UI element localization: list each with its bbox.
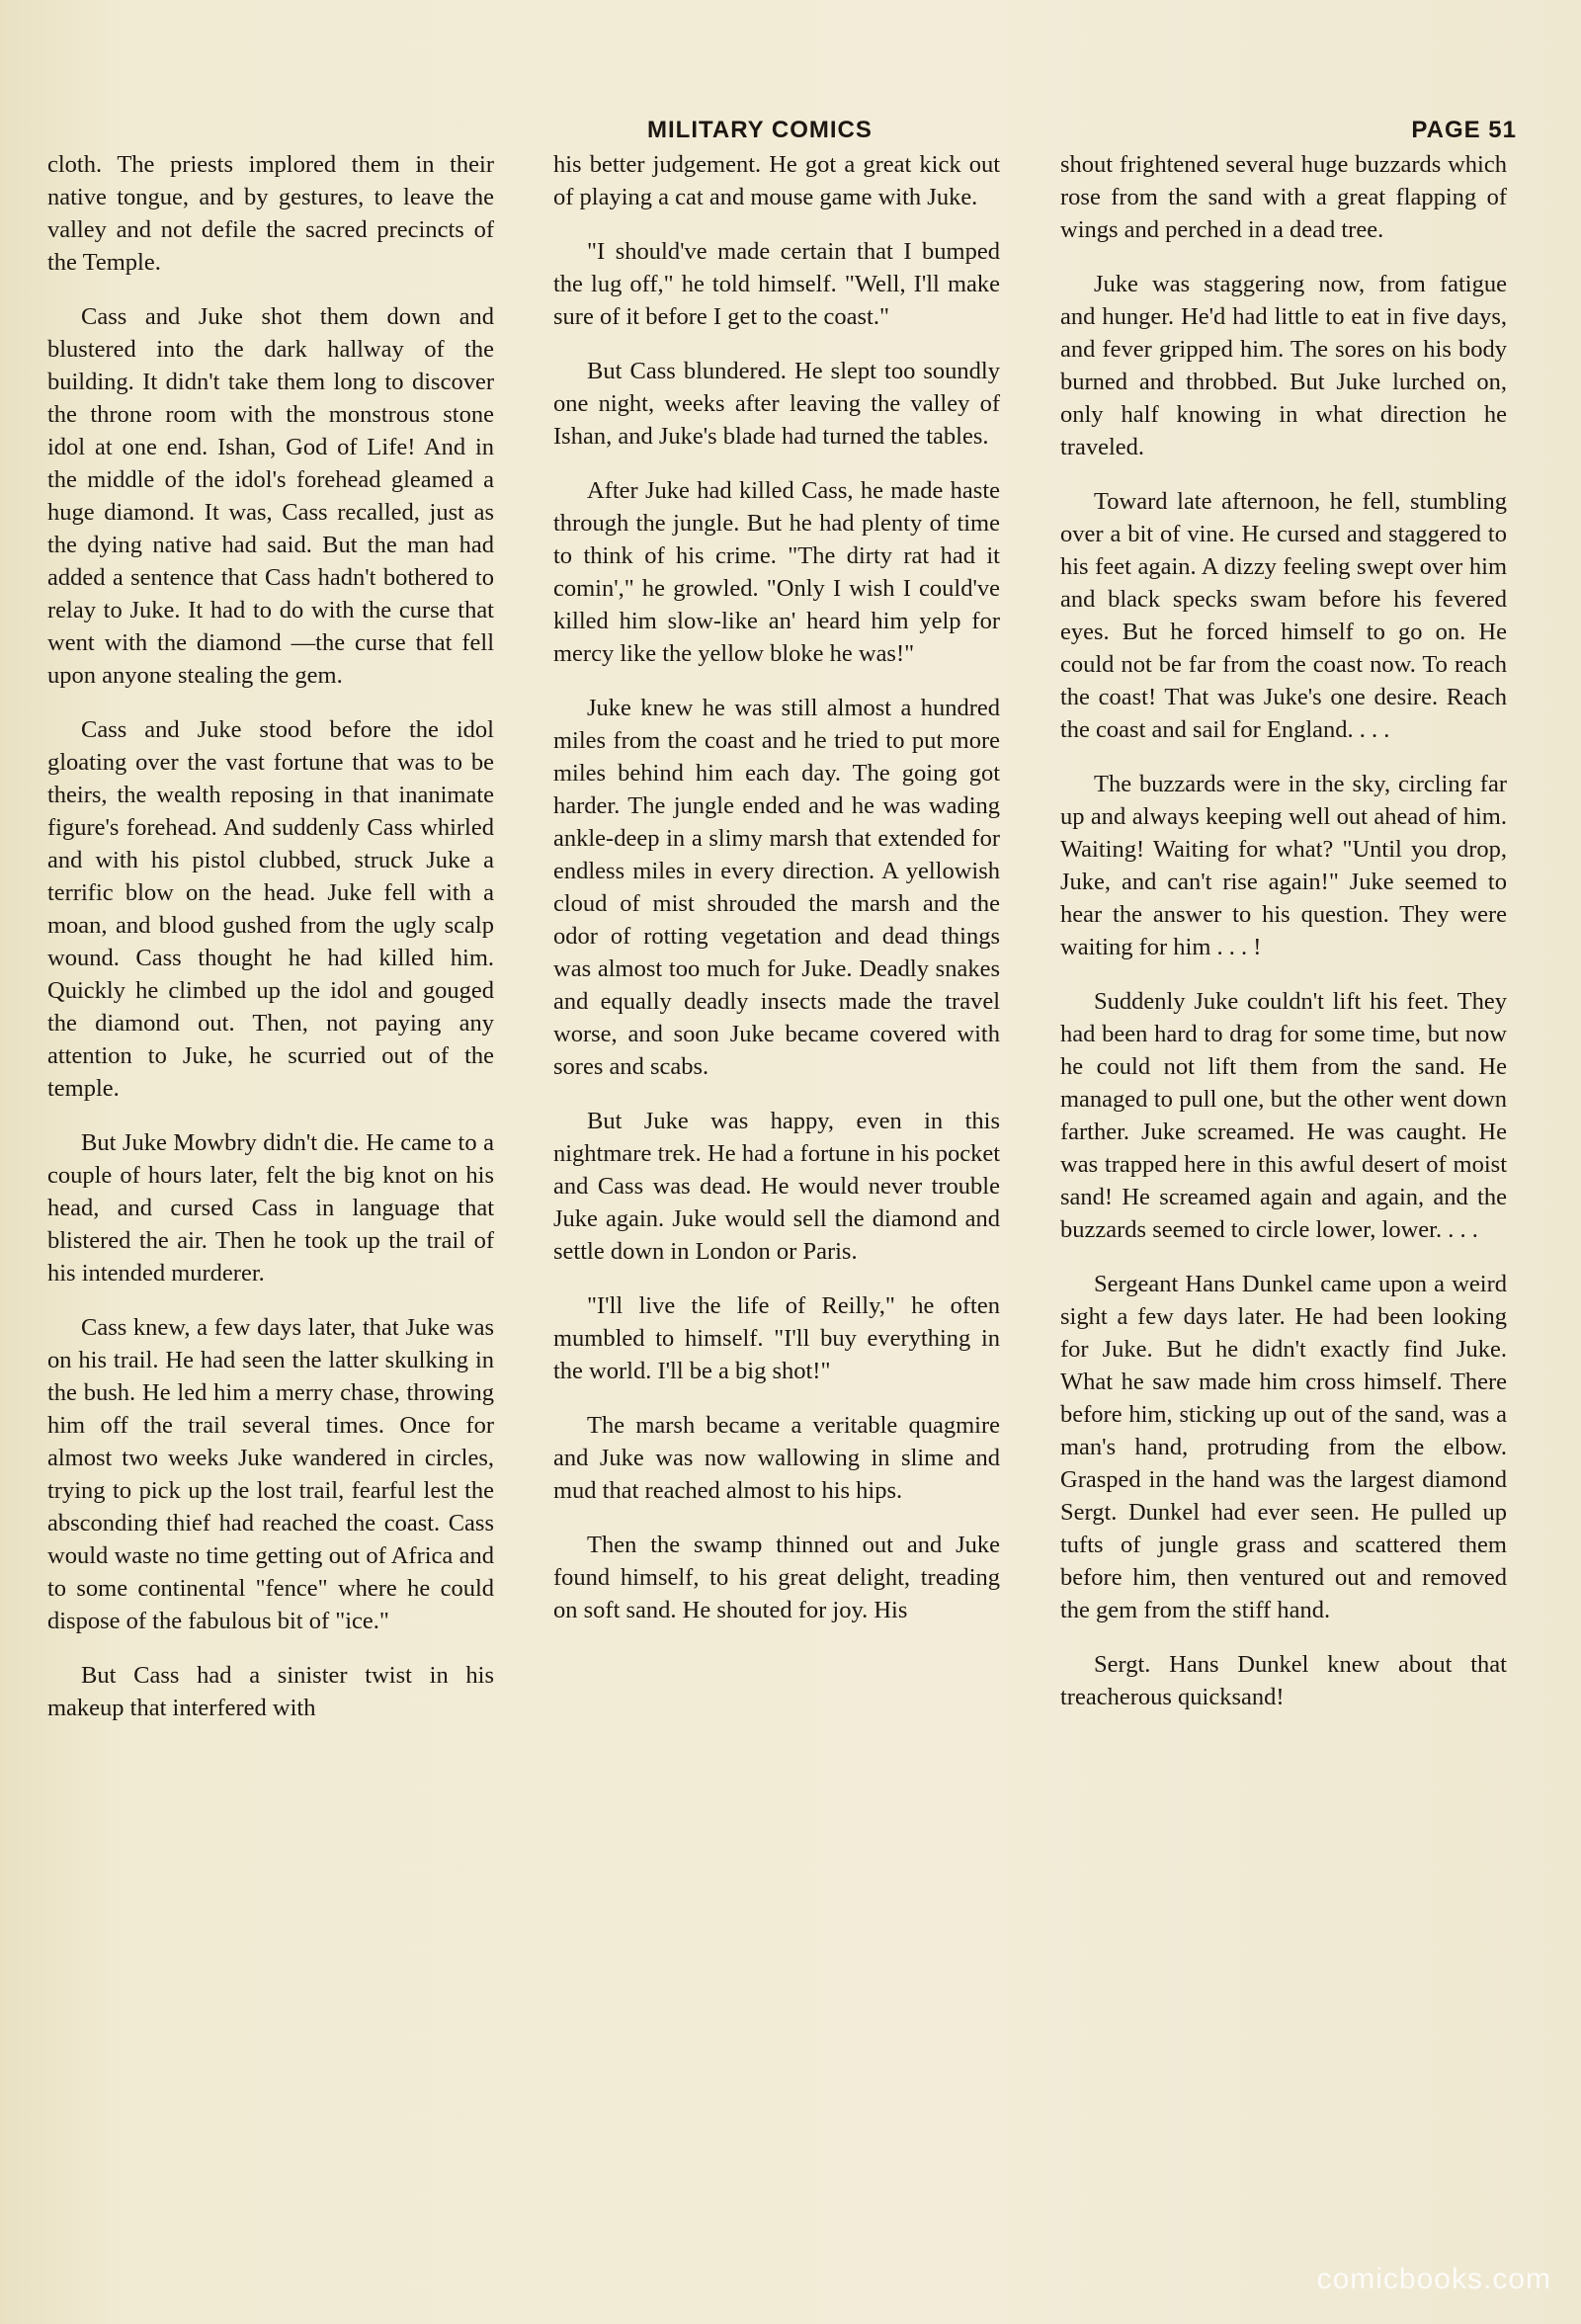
paragraph: But Cass blundered. He slept too soundly one night, weeks after leaving the valley of Ishan, and Juke's blade had turned the tables. bbox=[553, 358, 1000, 450]
paragraph: Juke was staggering now, from fatigue and hunger. He'd had little to eat in five days, and fever gripped him. The sores on his body burned and throbbed. But Juke lurched on, only half knowing in what direction he traveled. bbox=[1060, 271, 1507, 460]
paragraph: cloth. The priests implored them in their native tongue, and by gestures, to leave the valley and not defile the sacred precincts of the Temple. bbox=[47, 151, 494, 276]
paragraph: After Juke had killed Cass, he made haste through the jungle. But he had plenty of time to think of his crime. "The dirty rat had it comin'," he growled. "Only I wish I could've killed him slow-like an' heard him yelp for mercy like the yellow bloke he was!" bbox=[553, 477, 1000, 667]
paragraph: Toward late afternoon, he fell, stumbling over a bit of vine. He cursed and staggered to his feet again. A dizzy feeling swept over him and black specks swam before his fevered eyes. But he forced himself to go on. He could not be far from the coast now. To reach the coast! That was Juke's one desire. Reach the coast and sail for England. . . . bbox=[1060, 488, 1507, 743]
paragraph: "I should've made certain that I bumped the lug off," he told himself. "Well, I'll make sure of it before I get to the coast." bbox=[553, 238, 1000, 330]
text-column-2 bbox=[553, 148, 1000, 1648]
paragraph: his better judgement. He got a great kick out of playing a cat and mouse game with Juke. bbox=[553, 151, 1000, 210]
page-number: PAGE 51 bbox=[1411, 117, 1517, 143]
paragraph: Sergt. Hans Dunkel knew about that treacherous quicksand! bbox=[1060, 1651, 1507, 1710]
paragraph: Juke knew he was still almost a hundred miles from the coast and he tried to put more miles behind him each day. The going got harder. The jungle ended and he was wading ankle-deep in a slimy marsh that extended for endless miles in every direction. A yellowish cloud of mist shrouded the marsh and the odor of rotting vegetation and dead things was almost too much for Juke. Deadly snakes and equally deadly insects made the travel worse, and soon Juke became covered with sores and scabs. bbox=[553, 695, 1000, 1080]
paragraph: Cass and Juke shot them down and blustered into the dark hallway of the building. It didn't take them long to discover the throne room with the monstrous stone idol at one end. Ishan, God of Life! And in the middle of the idol's forehead gleamed a huge diamond. It was, Cass recalled, just as the dying native had said. But the man had added a sentence that Cass hadn't bothered to relay to Juke. It had to do with the curse that went with the diamond —the curse that fell upon anyone stealing the gem. bbox=[47, 303, 494, 689]
paragraph: Then the swamp thinned out and Juke found himself, to his great delight, treading on soft sand. He shouted for joy. His bbox=[553, 1532, 1000, 1623]
text-column-1 bbox=[47, 148, 494, 1746]
paragraph: The buzzards were in the sky, circling far up and always keeping well out ahead of him. Waiting! Waiting for what? "Until you drop, Juke, and can't rise again!" Juke seemed to hear the answer to his question. They were waiting for him . . . ! bbox=[1060, 771, 1507, 960]
paragraph: "I'll live the life of Reilly," he often mumbled to himself. "I'll buy everything in the world. I'll be a big shot!" bbox=[553, 1292, 1000, 1384]
paragraph: But Juke was happy, even in this nightmare trek. He had a fortune in his pocket and Cass was dead. He would never trouble Juke again. Juke would sell the diamond and settle down in London or Paris. bbox=[553, 1108, 1000, 1265]
paragraph: But Juke Mowbry didn't die. He came to a couple of hours later, felt the big knot on his head, and cursed Cass in language that blistered the air. Then he took up the trail of his intended murderer. bbox=[47, 1129, 494, 1286]
paragraph: The marsh became a veritable quagmire and Juke was now wallowing in slime and mud that reached almost to his hips. bbox=[553, 1412, 1000, 1504]
paragraph: Sergeant Hans Dunkel came upon a weird sight a few days later. He had been looking for Juke. But he didn't exactly find Juke. What he saw made him cross himself. There before him, sticking up out of the sand, was a man's hand, protruding from the elbow. Grasped in the hand was the largest diamond Sergt. Dunkel had ever seen. He pulled up tufts of jungle grass and scattered them before him, then ventured out and removed the gem from the stiff hand. bbox=[1060, 1271, 1507, 1623]
paragraph: shout frightened several huge buzzards which rose from the sand with a great flapping of wings and perched in a dead tree. bbox=[1060, 151, 1507, 243]
paragraph: But Cass had a sinister twist in his makeup that interfered with bbox=[47, 1662, 494, 1721]
paragraph: Cass and Juke stood before the idol gloating over the vast fortune that was to be theirs, the wealth reposing in that inanimate figure's forehead. And suddenly Cass whirled and with his pistol clubbed, struck Juke a terrific blow on the head. Juke fell with a moan, and blood gushed from the ugly scalp wound. Cass thought he had killed him. Quickly he climbed up the idol and gouged the diamond out. Then, not paying any attention to Juke, he scurried out of the temple. bbox=[47, 716, 494, 1102]
paragraph: Cass knew, a few days later, that Juke was on his trail. He had seen the latter skulking in the bush. He led him a merry chase, throwing him off the trail several times. Once for almost two weeks Juke wandered in circles, trying to pick up the lost trail, fearful lest the absconding thief had reached the coast. Cass would waste no time getting out of Africa and to some continental "fence" where he could dispose of the fabulous bit of "ice." bbox=[47, 1314, 494, 1634]
magazine-title: MILITARY COMICS bbox=[647, 117, 873, 143]
site-watermark: comicbooks.com bbox=[1316, 2263, 1551, 2295]
paragraph: Suddenly Juke couldn't lift his feet. They had been hard to drag for some time, but now he could not lift them from the sand. He managed to pull one, but the other went down farther. Juke screamed. He was caught. He was trapped here in this awful desert of moist sand! He screamed again and again, and the buzzards seemed to circle lower, lower. . . . bbox=[1060, 988, 1507, 1243]
text-column-3 bbox=[1060, 148, 1507, 1735]
